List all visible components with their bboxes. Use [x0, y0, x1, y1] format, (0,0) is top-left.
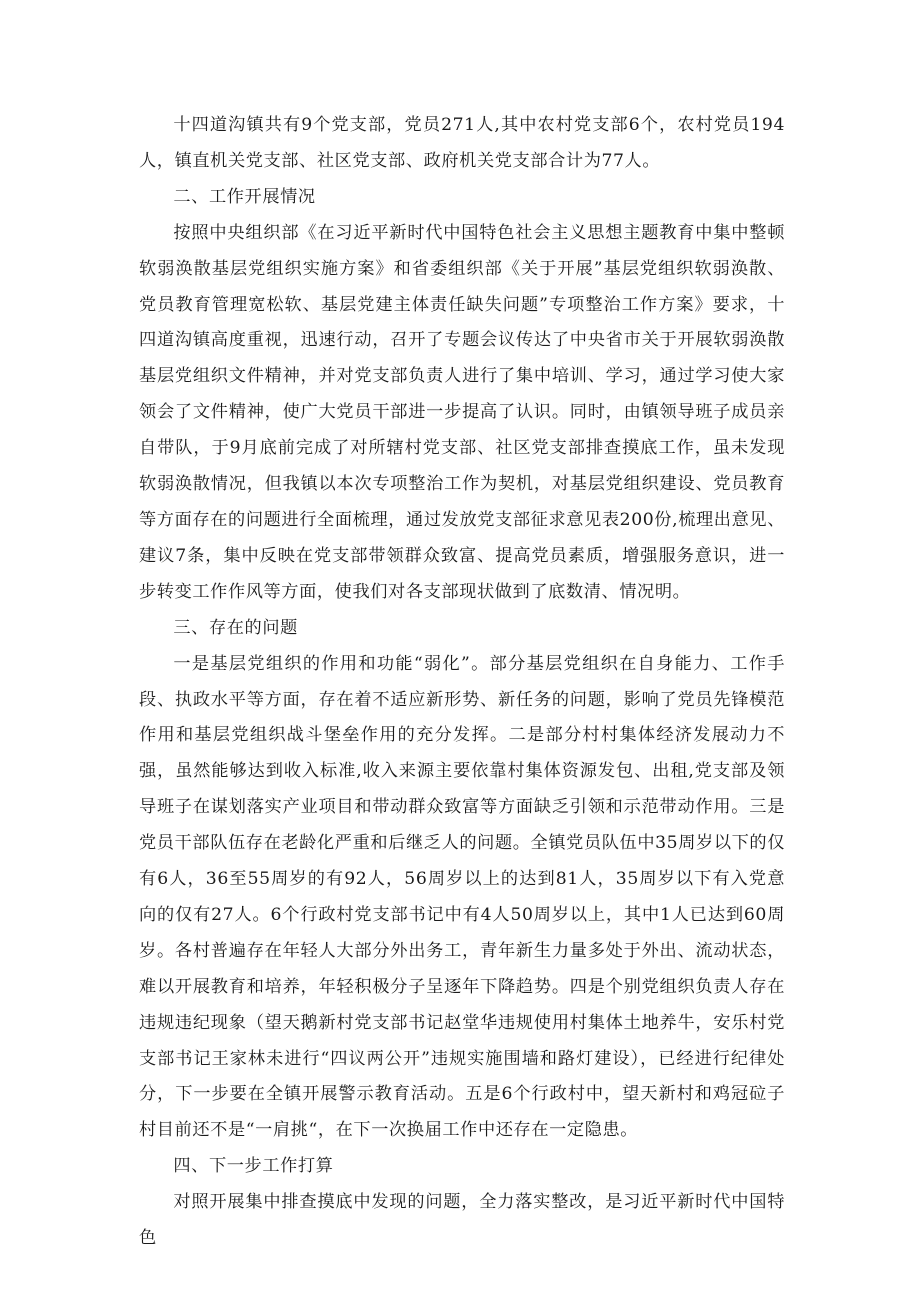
section-heading-existing-problems: 三、存在的问题	[173, 617, 298, 638]
document-body	[139, 108, 785, 1257]
section-heading-work-progress: 二、工作开展情况	[173, 186, 316, 207]
intro-paragraph: 十四道沟镇共有9个党支部，党员271人,其中农村党支部6个，农村党员194人，镇直机关党支部、社区党支部、政府机关党支部合计为77人。	[139, 115, 785, 171]
existing-problems-paragraph: 一是基层党组织的作用和功能“弱化”。部分基层党组织在自身能力、工作手段、执政水平等方面，存在着不适应新形势、新任务的问题，影响了党员先锋模范作用和基层党组织战斗堡垒作用的充分发挥。二是部分村村集体经济发展动力不强，虽然能够达到收入标准,收入来源主要依靠村集体资源发包、出租,党支部及领导班子在谋划落实产业项目和带动群众致富等方面缺乏引领和示范带动作用。三是党员干部队伍存在老龄化严重和后继乏人的问题。全镇党员队伍中35周岁以下的仅有6人，36至55周岁的有92人，56周岁以上的达到81人，35周岁以下有入党意向的仅有27人。6个行政村党支部书记中有4人50周岁以上，其中1人已达到60周岁。各村普遍存在年轻人大部分外出务工，青年新生力量多处于外出、流动状态，难以开展教育和培养，年轻积极分子呈逐年下降趋势。四是个别党组织负责人存在违规违纪现象（望天鹅新村党支部书记赵堂华违规使用村集体土地养牛，安乐村党支部书记王家林未进行“四议两公开”违规实施围墙和路灯建设），已经进行纪律处分，下一步要在全镇开展警示教育活动。五是6个行政村中，望天新村和鸡冠砬子村目前还不是“一肩挑“，在下一次换届工作中还存在一定隐患。	[139, 653, 785, 1141]
section-heading-next-steps: 四、下一步工作打算	[173, 1156, 334, 1177]
work-progress-paragraph: 按照中央组织部《在习近平新时代中国特色社会主义思想主题教育中集中整顿软弱涣散基层党组织实施方案》和省委组织部《关于开展”基层党组织软弱涣散、党员教育管理宽松软、基层党建主体责任缺失问题”专项整治工作方案》要求，十四道沟镇高度重视，迅速行动，召开了专题会议传达了中央省市关于开展软弱涣散基层党组织文件精神，并对党支部负责人进行了集中培训、学习，通过学习使大家领会了文件精神，使广大党员干部进一步提高了认识。同时，由镇领导班子成员亲自带队，于9月底前完成了对所辖村党支部、社区党支部排查摸底工作，虽未发现软弱涣散情况，但我镇以本次专项整治工作为契机，对基层党组织建设、党员教育等方面存在的问题进行全面梳理，通过发放党支部征求意见表200份,梳理出意见、建议7条，集中反映在党支部带领群众致富、提高党员素质，增强服务意识，进一步转变工作作风等方面，使我们对各支部现状做到了底数清、情况明。	[139, 222, 785, 602]
next-steps-paragraph: 对照开展集中排查摸底中发现的问题，全力落实整改，是习近平新时代中国特色	[139, 1192, 785, 1249]
